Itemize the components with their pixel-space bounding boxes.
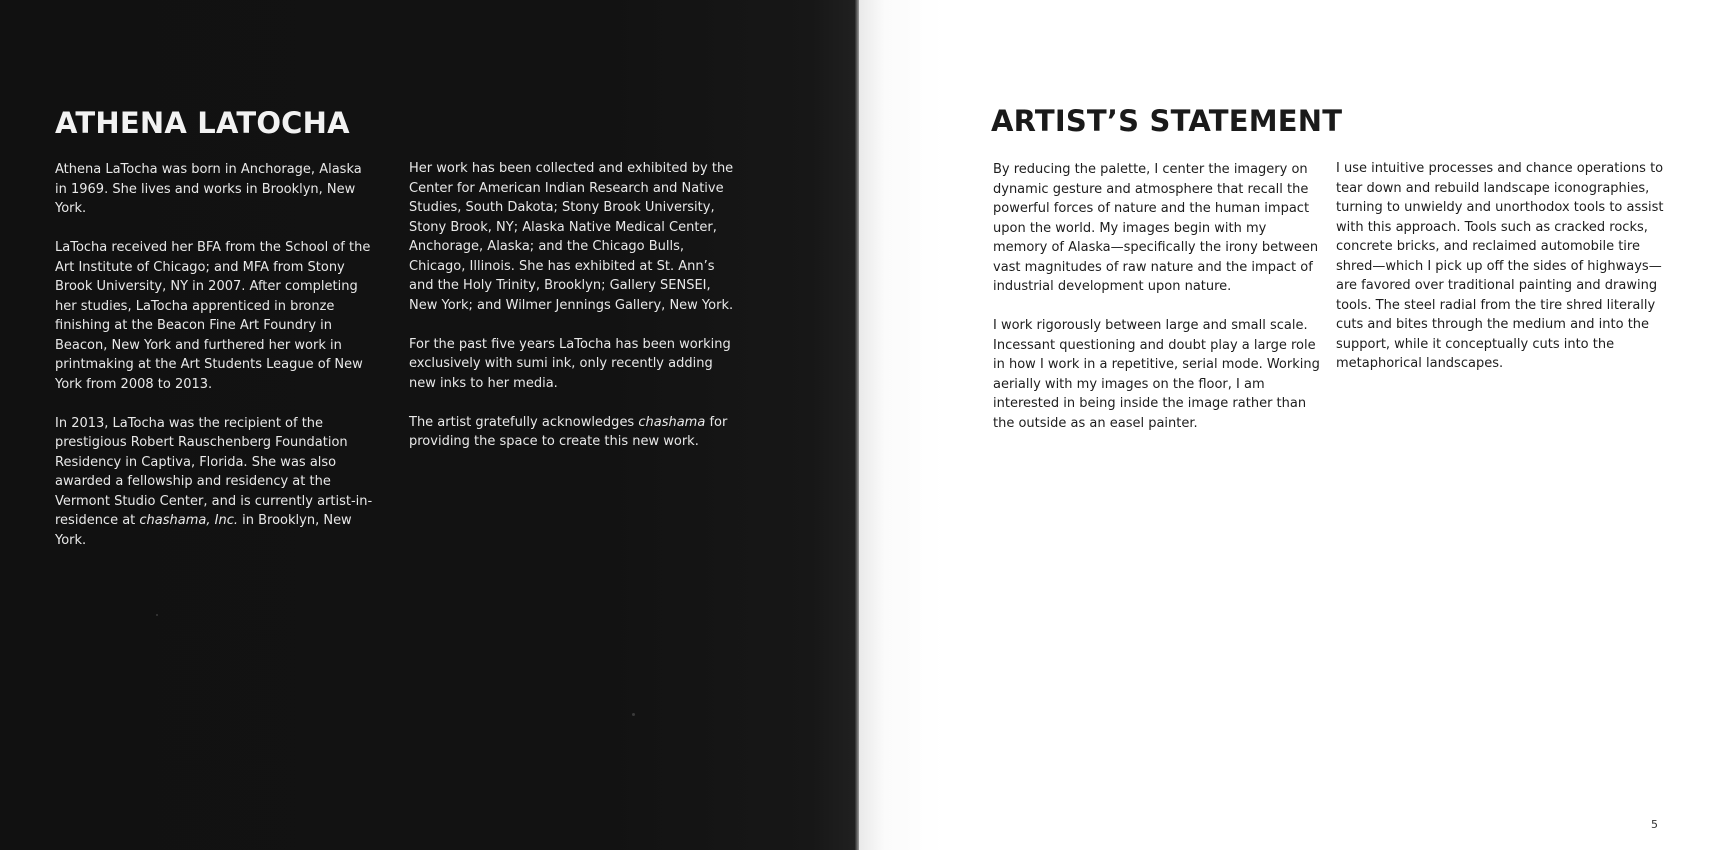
bio-column-2	[409, 159, 734, 452]
bio-paragraph-education: LaTocha received her BFA from the School of the Art Institute of Chicago; and MFA from Stony Brook University, NY in 2007. After completing her studies, LaTocha apprenticed in bronze finishing at the Beacon Fine Art Foundry in Beacon, New York and furthered her work in printmaking at the Art Students League of New York from 2008 to 2013.	[55, 240, 371, 392]
bio-paragraph-collections: Her work has been collected and exhibited by the Center for American Indian Research and Native Studies, South Dakota; Stony Brook University, Stony Brook, NY; Alaska Native Medical Center, Anchorage, Alaska; and the Chicago Bulls, Chicago, Illinois. She has exhibited at St. Ann’s and the Holy Trinity, Brooklyn; Gallery SENSEI, New York; and Wilmer Jennings Gallery, New York.	[409, 161, 734, 313]
right-page	[859, 0, 1717, 850]
artist-statement-heading: ARTIST’S STATEMENT	[991, 104, 1343, 138]
page-number: 5	[1651, 818, 1658, 831]
bio-paragraph-birth: Athena LaTocha was born in Anchorage, Alaska in 1969. She lives and works in Brooklyn, New York.	[55, 162, 362, 216]
paper-speck	[632, 713, 635, 716]
statement-column-1	[993, 160, 1323, 433]
paper-speck	[156, 614, 158, 616]
bio-paragraph-residencies: In 2013, LaTocha was the recipient of the prestigious Robert Rauschenberg Foundation Residency in Captiva, Florida. She was also awarded a fellowship and residency at the Vermont Studio Center, and is currently artist-in-residence at chashama, Inc. in Brooklyn, New York.	[55, 415, 373, 548]
bio-paragraph-media: For the past five years LaTocha has been working exclusively with sumi ink, only recently adding new inks to her media.	[409, 336, 731, 391]
bio-column-1	[55, 160, 375, 550]
bio-paragraph-acknowledgement: The artist gratefully acknowledges chashama for providing the space to create this new work.	[409, 414, 728, 449]
statement-paragraph-scale: I work rigorously between large and small scale. Incessant questioning and doubt play a large role in how I work in a repetitive, serial mode. Working aerially with my images on the floor, I am interested in being inside the image rather than the outside as an easel painter.	[993, 318, 1320, 431]
left-page	[0, 0, 855, 850]
statement-paragraph-process: I use intuitive processes and chance operations to tear down and rebuild landscape iconographies, turning to unwieldy and unorthodox tools to assist with this approach. Tools such as cracked rocks, concrete bricks, and reclaimed automobile tire shred—which I pick up off the sides of highways—are favored over traditional painting and drawing tools. The steel radial from the tire shred literally cuts and bites through the medium and into the support, while it conceptually cuts into the metaphorical landscapes.	[1336, 161, 1664, 371]
statement-column-2	[1336, 159, 1666, 374]
statement-paragraph-palette: By reducing the palette, I center the imagery on dynamic gesture and atmosphere that recall the powerful forces of nature and the human impact upon the world. My images begin with my memory of Alaska—specifically the irony between vast magnitudes of raw nature and the impact of industrial development upon nature.	[993, 162, 1319, 294]
artist-name-heading: ATHENA LATOCHA	[55, 106, 350, 140]
